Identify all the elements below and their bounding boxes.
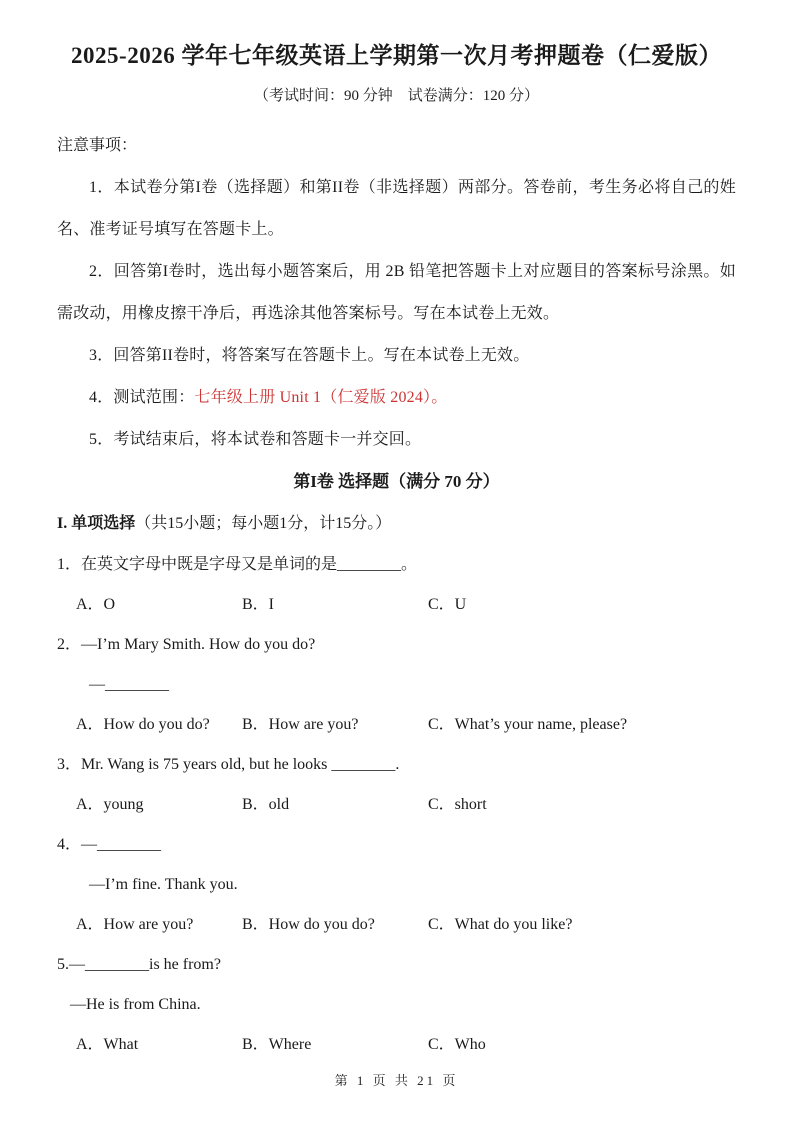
question-5-option-a: A．What (76, 1036, 139, 1053)
question-4 (57, 825, 736, 945)
page-title: 2025-2026 学年七年级英语上学期第一次月考押题卷（仁爱版） (71, 43, 722, 68)
volume-heading: 第I卷 选择题（满分 70 分） (293, 472, 500, 491)
question-5-reply: —He is from China. (70, 996, 201, 1013)
page-content (0, 125, 793, 1065)
question-1-options (76, 585, 736, 625)
question-2-option-a: A．How do you do? (76, 716, 210, 733)
notice-item-1: 1．本试卷分第I卷（选择题）和第II卷（非选择题）两部分。答卷前，考生务必将自己的姓名、准考证号填写在答题卡上。 (57, 179, 736, 238)
question-2-stem: 2．—I’m Mary Smith. How do you do? (57, 636, 316, 653)
question-5-options (76, 1025, 736, 1065)
page-number-footer: 第 1 页 共 21 页 (334, 1073, 459, 1088)
question-4-option-b: B．How do you do? (242, 916, 375, 933)
question-2 (57, 625, 736, 745)
question-4-option-a: A．How are you? (76, 916, 194, 933)
question-3-option-b: B．old (242, 796, 290, 813)
notice-item-3: 3．回答第II卷时，将答案写在答题卡上。写在本试卷上无效。 (89, 347, 530, 364)
question-1-option-a: A．O (76, 596, 116, 613)
question-5-option-b: B．Where (242, 1036, 312, 1053)
part-heading-title: I. 单项选择 (57, 515, 136, 532)
question-5 (57, 945, 736, 1065)
question-1-option-c: C．U (428, 596, 467, 613)
notice-item-5: 5．考试结束后，将本试卷和答题卡一并交回。 (89, 431, 422, 448)
notice-heading: 注意事项： (57, 137, 138, 154)
notice-item-4-label: 4．测试范围： (89, 389, 195, 406)
question-5-stem: 5.—________is he from? (57, 956, 221, 973)
part-heading (57, 503, 736, 545)
question-4-reply: —I’m fine. Thank you. (89, 876, 238, 893)
question-2-reply: —________ (89, 676, 169, 693)
question-1-stem: 1．在英文字母中既是字母又是单词的是________。 (57, 556, 418, 573)
question-4-stem: 4．—________ (57, 836, 162, 853)
exam-info-line: （考试时间：90 分钟 试卷满分：120 分） (253, 88, 539, 104)
question-3-option-a: A．young (76, 796, 144, 813)
question-5-option-c: C．Who (428, 1036, 486, 1053)
question-2-options (76, 705, 736, 745)
part-heading-note: （共15小题；每小题1分，计15分。） (135, 515, 392, 532)
notice-item-4 (57, 377, 736, 419)
question-3-options (76, 785, 736, 825)
question-4-option-c: C．What do you like? (428, 916, 573, 933)
question-3-stem: 3．Mr. Wang is 75 years old, but he looks ________. (57, 756, 400, 773)
question-4-options (76, 905, 736, 945)
question-3 (57, 745, 736, 825)
notice-item-4-test-scope: 七年级上册 Unit 1（仁爱版 2024）。 (194, 389, 448, 406)
question-2-option-c: C．What’s your name, please? (428, 716, 628, 733)
question-1-option-b: B．I (242, 596, 275, 613)
question-1 (57, 545, 736, 625)
notice-item-2: 2．回答第I卷时，选出每小题答案后，用 2B 铅笔把答题卡上对应题目的答案标号涂黑。如需改动，用橡皮擦干净后，再选涂其他答案标号。写在本试卷上无效。 (57, 263, 736, 322)
question-2-option-b: B．How are you? (242, 716, 359, 733)
question-3-option-c: C．short (428, 796, 487, 813)
